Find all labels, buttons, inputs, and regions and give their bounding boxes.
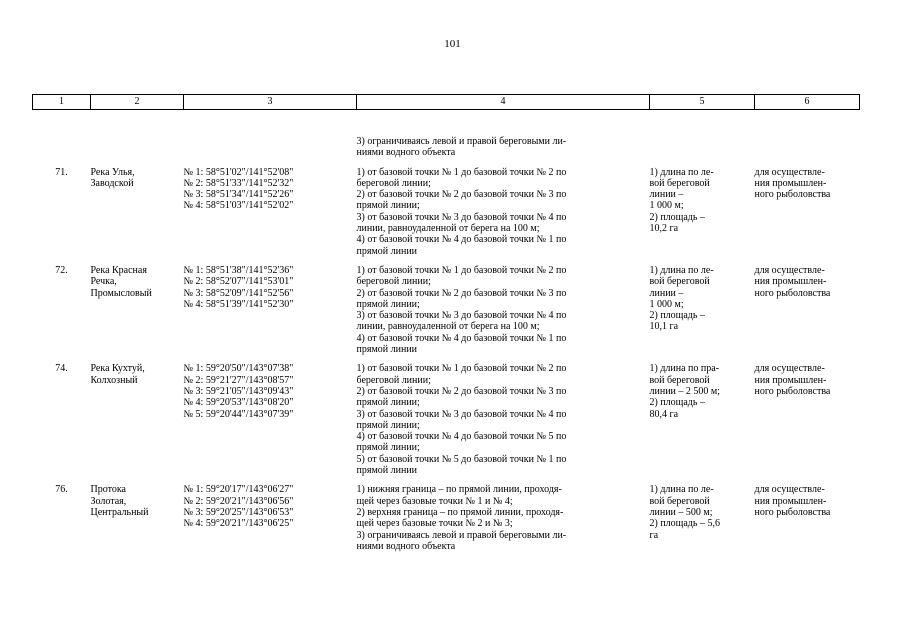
text-line: № 1: 58°51'02"/141°52'08" <box>183 166 294 178</box>
text-line: ния промышлен- <box>754 177 827 189</box>
base-points <box>184 159 357 257</box>
text-line: для осуществле- <box>754 166 825 178</box>
text-line: прямой линии <box>356 344 418 356</box>
table-row <box>33 257 860 355</box>
boundaries <box>357 257 650 355</box>
text-line: № 3: 58°51'34"/141°52'26" <box>183 189 294 201</box>
header-col-2: 2 <box>91 95 184 110</box>
text-line: вой береговой <box>649 177 710 189</box>
text-line: береговой линии; <box>356 374 431 386</box>
text-line: 1) длина по ле- <box>649 484 714 496</box>
text-line: № 1: 59°20'50"/143°07'38" <box>183 363 294 375</box>
boundaries <box>357 476 650 552</box>
purpose <box>755 355 860 476</box>
text-line: прямой линии <box>356 245 418 257</box>
text-line: 4) от базовой точки № 4 до базовой точки № 1 по <box>356 234 567 246</box>
text-line: для осуществле- <box>754 363 825 375</box>
text-line: 10,2 га <box>649 223 679 235</box>
text-line: 4) от базовой точки № 4 до базовой точки № 1 по <box>356 332 567 344</box>
text-line: № 1: 58°51'38"/141°52'36" <box>183 264 294 276</box>
text-line: № 2: 58°51'33"/141°52'32" <box>183 177 294 189</box>
purpose <box>755 159 860 257</box>
table-row <box>33 355 860 476</box>
base-points <box>184 476 357 552</box>
continuation-boundaries <box>357 110 650 159</box>
header-col-3: 3 <box>184 95 357 110</box>
size <box>650 476 755 552</box>
text-line: для осуществле- <box>754 484 825 496</box>
text-line: щей через базовые точки № 2 и № 3; <box>356 518 513 530</box>
text-line: 1) нижняя граница – по прямой линии, проходя- <box>356 484 562 496</box>
text-line: 1) длина по пра- <box>649 363 720 375</box>
size <box>650 355 755 476</box>
table-row <box>33 159 860 257</box>
table-row <box>33 476 860 552</box>
boundaries <box>357 159 650 257</box>
header-col-5: 5 <box>650 95 755 110</box>
text-line: ния промышлен- <box>754 374 827 386</box>
text-line: прямой линии; <box>356 200 420 212</box>
text-line: вой береговой <box>649 495 710 507</box>
text-line: ного рыболовства <box>754 506 831 518</box>
text-line: вой береговой <box>649 374 710 386</box>
page-number: 101 <box>444 38 461 50</box>
text-line: линии – <box>649 287 684 299</box>
text-line: ниями водного объекта <box>356 147 456 159</box>
text-line: линии – <box>649 189 684 201</box>
text-line: для осуществле- <box>754 264 825 276</box>
text-line: 1) длина по ле- <box>649 166 714 178</box>
base-points <box>184 355 357 476</box>
text-line: вой береговой <box>649 276 710 288</box>
text-line: 4) от базовой точки № 4 до базовой точки № 5 по <box>356 431 567 443</box>
text-line: 1) от базовой точки № 1 до базовой точки № 2 по <box>356 166 567 178</box>
size <box>650 159 755 257</box>
purpose <box>755 257 860 355</box>
row-number: 71. <box>55 166 68 178</box>
text-line: ниями водного объекта <box>356 540 456 552</box>
text-line: 2) площадь – <box>649 310 705 322</box>
text-line: ния промышлен- <box>754 276 827 288</box>
text-line: 2) от базовой точки № 2 до базовой точки № 3 по <box>356 287 567 299</box>
text-line: № 3: 59°21'05"/143°09'43" <box>183 385 294 397</box>
text-line: 1) от базовой точки № 1 до базовой точки № 2 по <box>356 264 567 276</box>
text-line: Заводской <box>90 177 134 189</box>
text-line: 2) площадь – <box>649 397 705 409</box>
text-line: 3) от базовой точки № 3 до базовой точки № 4 по <box>356 408 567 420</box>
text-line: 1 000 м; <box>649 200 684 212</box>
text-line: Колхозный <box>90 374 138 386</box>
text-line: щей через базовые точки № 1 и № 4; <box>356 495 513 507</box>
text-line: линии – 500 м; <box>649 506 713 518</box>
text-line: прямой линии; <box>356 397 420 409</box>
header-row <box>33 95 860 110</box>
base-points <box>184 257 357 355</box>
site-name <box>91 476 184 552</box>
text-line: линии – 2 500 м; <box>649 385 721 397</box>
text-line: береговой линии; <box>356 276 431 288</box>
text-line: Золотая, <box>90 495 127 507</box>
site-name <box>91 355 184 476</box>
text-line: 2) площадь – <box>649 211 705 223</box>
row-number: 72. <box>55 264 68 276</box>
text-line: 80,4 га <box>649 408 679 420</box>
text-line: ния промышлен- <box>754 495 827 507</box>
text-line: 2) верхняя граница – по прямой линии, проходя- <box>356 506 564 518</box>
continuation-row <box>33 110 860 159</box>
text-line: № 3: 59°20'25"/143°06'53" <box>183 506 294 518</box>
text-line: прямой линии; <box>356 298 420 310</box>
header-col-6: 6 <box>755 95 860 110</box>
text-line: № 4: 58°51'03"/141°52'02" <box>183 200 294 212</box>
boundaries <box>357 355 650 476</box>
text-line: линии, равноудаленной от берега на 100 м; <box>356 321 540 333</box>
text-line: № 2: 58°52'07"/141°53'01" <box>183 276 294 288</box>
text-line: 2) от базовой точки № 2 до базовой точки № 3 по <box>356 189 567 201</box>
text-line: Река Красная <box>90 264 147 276</box>
text-line: № 4: 58°51'39"/141°52'30" <box>183 298 294 310</box>
header-col-1: 1 <box>33 95 91 110</box>
text-line: 3) ограничиваясь левой и правой береговыми ли- <box>356 136 567 147</box>
text-line: № 1: 59°20'17"/143°06'27" <box>183 484 294 496</box>
text-line: ного рыболовства <box>754 287 831 299</box>
text-line: № 5: 59°20'44"/143°07'39" <box>183 408 294 420</box>
text-line: Река Кухтуй, <box>90 363 145 375</box>
row-number: 76. <box>55 484 68 496</box>
text-line: 5) от базовой точки № 5 до базовой точки № 1 по <box>356 453 567 465</box>
text-line: ного рыболовства <box>754 385 831 397</box>
text-line: Река Улья, <box>90 166 135 178</box>
text-line: 1) длина по ле- <box>649 264 714 276</box>
text-line: Центральный <box>90 506 149 518</box>
text-line: прямой линии; <box>356 442 420 454</box>
size <box>650 257 755 355</box>
site-name <box>91 159 184 257</box>
text-line: № 3: 58°52'09"/141°52'56" <box>183 287 294 299</box>
text-line: 10,1 га <box>649 321 679 333</box>
site-name <box>91 257 184 355</box>
text-line: № 4: 59°20'21"/143°06'25" <box>183 518 294 530</box>
text-line: 3) от базовой точки № 3 до базовой точки № 4 по <box>356 310 567 322</box>
text-line: № 2: 59°21'27"/143°08'57" <box>183 374 294 386</box>
text-line: 3) от базовой точки № 3 до базовой точки № 4 по <box>356 211 567 223</box>
fishing-sites-table <box>32 94 860 552</box>
text-line: № 2: 59°20'21"/143°06'56" <box>183 495 294 507</box>
text-line: Протока <box>90 484 126 496</box>
text-line: линии, равноудаленной от берега на 100 м; <box>356 223 540 235</box>
text-line: Речка, <box>90 276 117 288</box>
text-line: ного рыболовства <box>754 189 831 201</box>
text-line: Промысловый <box>90 287 152 299</box>
row-number: 74. <box>55 363 68 375</box>
header-col-4: 4 <box>357 95 650 110</box>
purpose <box>755 476 860 552</box>
text-line: га <box>649 529 659 541</box>
text-line: прямой линии <box>356 465 418 477</box>
text-line: 1 000 м; <box>649 298 684 310</box>
text-line: № 4: 59°20'53"/143°08'20" <box>183 397 294 409</box>
text-line: прямой линии; <box>356 419 420 431</box>
text-line: 1) от базовой точки № 1 до базовой точки № 2 по <box>356 363 567 375</box>
text-line: береговой линии; <box>356 177 431 189</box>
text-line: 2) от базовой точки № 2 до базовой точки № 3 по <box>356 385 567 397</box>
text-line: 3) ограничиваясь левой и правой береговыми ли- <box>356 529 567 541</box>
text-line: 2) площадь – 5,6 <box>649 518 720 530</box>
